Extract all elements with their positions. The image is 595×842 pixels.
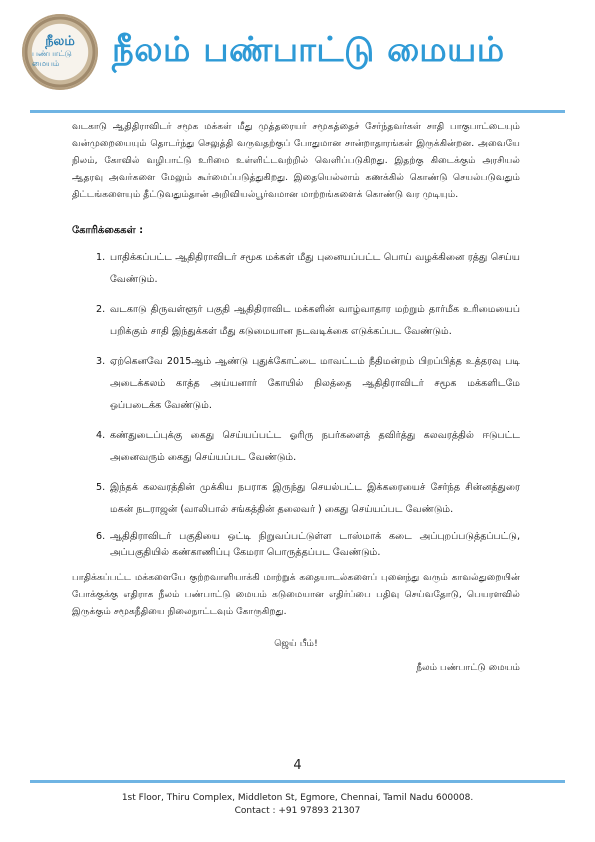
intro-paragraph: வடகாடு ஆதிதிராவிடர் சமூக மக்கள் மீது முத்தரையர் சமூகத்தைச் சேர்ந்தவர்கள் சாதி பாகுபாட்டையும் வன்முறையையும் தொடர்ந்து செலுத்தி வருவதற்குப் போதுமான சான்றாதாரங்கள் இருக்கின்றன. அவையே நிலம், கோவில் வழிபாட்டு உரிமை உள்ளிட்டவற்றில் வெளிப்படுகிறது. இதற்கு கிடைக்கும் அரசியல் ஆதரவு அவர்களை மேலும் கூர்மைப்படுத்துகிறது. இதையெல்லாம் கணக்கில் கொண்டு செயல்படுவதும் திட்டங்களையும் தீட்டுவதும்தான் அறிவியல்பூர்வமான மாற்றங்களைக் கொண்டு வர முடியும். bbox=[72, 121, 520, 200]
footer-contact: Contact : +91 97893 21307 bbox=[234, 806, 361, 816]
demand-text: வடகாடு திருவள்ளூர் பகுதி ஆதிதிராவிட மக்களின் வாழ்வாதார மற்றும் தார்மீக உரிமையைப் பறிக்கும் சாதி இந்துக்கள் மீது கடுமையான நடவடிக்கை எடுக்கப்பட வேண்டும். bbox=[110, 304, 520, 337]
logo-emblem bbox=[32, 24, 88, 80]
list-item bbox=[96, 477, 520, 521]
organization-logo bbox=[22, 14, 98, 90]
logo-text-line1: நீலம் bbox=[45, 34, 75, 49]
logo-text-line2: பண்பாட்டு மையம் bbox=[32, 49, 72, 68]
demand-number: 3. bbox=[96, 356, 106, 367]
demand-text: இந்தக் கலவரத்தின் முக்கிய நபராக இருந்து செயல்பட்ட இக்கரையைச் சேர்ந்த சின்னத்துரை மகன் நடராஜன் (வாலிபால் சங்கத்தின் தலைவர் ) கைது செய்யப்பட வேண்டும். bbox=[110, 482, 520, 515]
page-number: 4 bbox=[293, 758, 302, 773]
signature: நீலம் பண்பாட்டு மையம் bbox=[416, 662, 520, 673]
demand-text: ஆதிதிராவிடர் பகுதியை ஒட்டி நிறுவப்பட்டுள்ள டாஸ்மாக் கடை அப்புறப்படுத்தப்பட்டு, அப்பகுதியில் கண்காணிப்பு கேமரா பொருத்தப்பட வேண்டும். bbox=[110, 531, 520, 558]
salutation: ஜெய் பீம்! bbox=[274, 638, 318, 649]
page-footer bbox=[0, 792, 595, 818]
demand-number: 1. bbox=[96, 252, 106, 263]
footer-divider bbox=[30, 780, 565, 783]
closing-paragraph: பாதிக்கப்பட்ட மக்களையே குற்றவாளியாக்கி மாற்றுக் கதையாடல்களைப் புனைந்து வரும் காவல்துறையின் போக்குக்கு எதிராக நீலம் பண்பாட்டு மையம் கடுமையான எதிர்ப்பை பதிவு செய்வதோடு, பெயரளவில் இருக்கும் சமூகநீதியை நிலைநாட்டவும் கோருகிறது. bbox=[72, 572, 520, 617]
demand-number: 4. bbox=[96, 430, 106, 441]
demand-number: 5. bbox=[96, 482, 106, 493]
footer-address: 1st Floor, Thiru Complex, Middleton St, Egmore, Chennai, Tamil Nadu 600008. bbox=[121, 793, 474, 803]
organization-title: நீலம் பண்பாட்டு மையம் bbox=[112, 30, 505, 70]
list-item bbox=[96, 247, 520, 291]
page-header bbox=[0, 0, 595, 112]
list-item bbox=[96, 425, 520, 469]
list-item bbox=[96, 299, 520, 343]
demand-number: 2. bbox=[96, 304, 106, 315]
demand-text: பாதிக்கப்பட்ட ஆதிதிராவிடர் சமூக மக்கள் மீது புனையப்பட்ட பொய் வழக்கினை ரத்து செய்ய வேண்டும். bbox=[110, 252, 520, 285]
document-body bbox=[72, 118, 520, 674]
demands-heading: கோரிக்கைகள் : bbox=[72, 225, 144, 236]
list-item bbox=[96, 529, 520, 561]
demand-number: 6. bbox=[96, 531, 106, 542]
demand-text: கண்துடைப்புக்கு கைது செய்யப்பட்ட ஓரிரு நபர்களைத் தவிர்த்து கலவரத்தில் ஈடுபட்ட அனைவரும் கைது செய்யப்பட வேண்டும். bbox=[110, 430, 520, 463]
demands-list bbox=[72, 247, 520, 561]
list-item bbox=[96, 351, 520, 417]
header-divider bbox=[30, 110, 565, 113]
demand-text: ஏற்கெனவே 2015ஆம் ஆண்டு புதுக்கோட்டை மாவட்டம் நீதிமன்றம் பிறப்பித்த உத்தரவு படி அடைக்கலம் காத்த அய்யனார் கோயில் நிலத்தை ஆதிதிராவிடர் சமூக மக்களிடமே ஒப்படைக்க வேண்டும். bbox=[110, 356, 520, 411]
